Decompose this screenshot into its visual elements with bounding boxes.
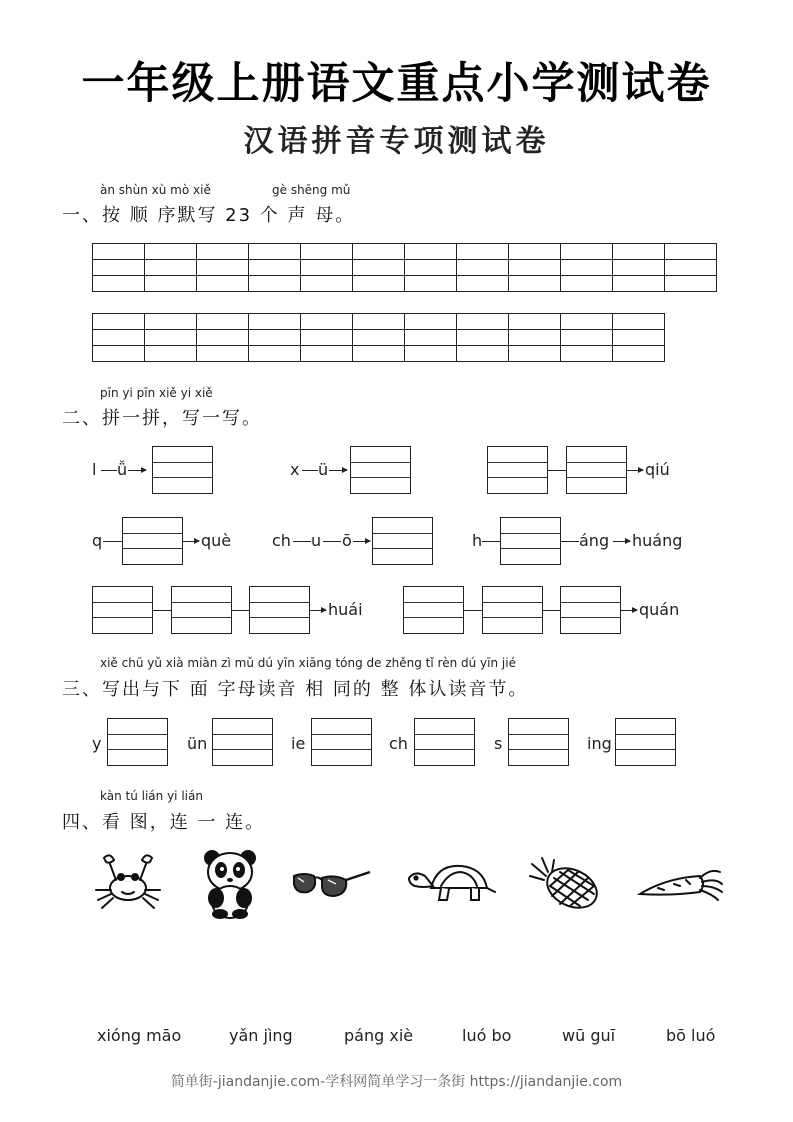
item-label: ch: [389, 734, 408, 753]
writing-box[interactable]: [249, 586, 310, 634]
label-q: q: [92, 531, 103, 550]
carrot-picture[interactable]: [636, 866, 724, 906]
item-label: s: [494, 734, 503, 753]
connector: [293, 541, 311, 542]
answer-pinyin[interactable]: yǎn jìng: [229, 1026, 293, 1045]
label-huang: huáng: [632, 531, 683, 550]
section3-pinyin: xiě chū yǔ xià miàn zì mǔ dú yīn xiāng tóng de zhěng tǐ rèn dú yīn jié: [100, 656, 516, 670]
label-huai: huái: [328, 600, 363, 619]
crab-picture[interactable]: [90, 850, 166, 914]
connector: [464, 610, 482, 611]
section1-pinyin-b: gè shēng mǔ: [272, 183, 351, 197]
item-label: ing: [587, 734, 612, 753]
arrow-icon: [310, 610, 326, 611]
item-label: y: [92, 734, 102, 753]
label-o: ō: [342, 531, 352, 550]
writing-box[interactable]: [350, 446, 411, 494]
answer-pinyin[interactable]: luó bo: [462, 1026, 512, 1045]
connector: [302, 470, 318, 471]
label-h: h: [472, 531, 483, 550]
label-qiu: qiú: [645, 460, 670, 479]
consonant-grid-row2[interactable]: [92, 313, 665, 362]
writing-box[interactable]: [403, 586, 464, 634]
writing-box[interactable]: [92, 586, 153, 634]
section4-pinyin: kàn tú lián yi lián: [100, 789, 203, 803]
writing-box[interactable]: [615, 718, 676, 766]
arrow-icon: [613, 541, 630, 542]
item-label: ie: [291, 734, 306, 753]
connector: [103, 541, 122, 542]
arrow-icon: [627, 470, 643, 471]
page-title: 一年级上册语文重点小学测试卷: [81, 59, 712, 109]
connector: [101, 470, 117, 471]
answer-pinyin[interactable]: páng xiè: [344, 1026, 414, 1045]
section2-heading: 二、拼一拼，写一写。: [62, 408, 262, 429]
writing-box[interactable]: [487, 446, 548, 494]
connector: [232, 610, 249, 611]
label-l: l: [92, 460, 97, 479]
writing-box[interactable]: [122, 517, 183, 565]
glasses-picture[interactable]: [290, 866, 372, 906]
answer-pinyin[interactable]: wū guī: [562, 1026, 616, 1045]
page-subtitle: 汉语拼音专项测试卷: [243, 124, 550, 159]
section3-heading: 三、写出与下 面 字母读音 相 同的 整 体认读音节。: [62, 679, 529, 700]
item-label: ün: [187, 734, 208, 753]
arrow-icon: [128, 470, 146, 471]
label-x: x: [290, 460, 300, 479]
label-u: u: [311, 531, 322, 550]
writing-box[interactable]: [152, 446, 213, 494]
section2-pinyin: pīn yi pīn xiě yi xiě: [100, 386, 213, 400]
writing-box[interactable]: [566, 446, 627, 494]
pineapple-picture[interactable]: [528, 856, 600, 910]
label-ch: ch: [272, 531, 291, 550]
label-u: ǚ: [117, 460, 128, 479]
writing-box[interactable]: [560, 586, 621, 634]
answer-pinyin[interactable]: xióng māo: [97, 1026, 182, 1045]
writing-box[interactable]: [508, 718, 569, 766]
connector: [482, 541, 500, 542]
arrow-icon: [329, 470, 347, 471]
label-que: què: [201, 531, 232, 550]
writing-box[interactable]: [311, 718, 372, 766]
footer-text: 简单街-jiandanjie.com-学科网简单学习一条街 https://jiandanjie.com: [170, 1074, 623, 1090]
turtle-picture[interactable]: [405, 858, 497, 906]
connector: [561, 541, 579, 542]
section1-heading: 一、按 顺 序默写 23 个 声 母。: [62, 205, 356, 226]
consonant-grid-row1[interactable]: [92, 243, 717, 292]
writing-box[interactable]: [372, 517, 433, 565]
section1-pinyin-a: àn shùn xù mò xiě: [100, 183, 211, 197]
label-u: ü: [318, 460, 329, 479]
section4-heading: 四、看 图，连 一 连。: [62, 812, 266, 833]
connector: [543, 610, 560, 611]
writing-box[interactable]: [212, 718, 273, 766]
writing-box[interactable]: [500, 517, 561, 565]
label-ang: áng: [579, 531, 610, 550]
connector: [153, 610, 171, 611]
writing-box[interactable]: [107, 718, 168, 766]
writing-box[interactable]: [171, 586, 232, 634]
arrow-icon: [183, 541, 199, 542]
answer-pinyin[interactable]: bō luó: [666, 1026, 716, 1045]
arrow-icon: [621, 610, 637, 611]
connector: [323, 541, 341, 542]
writing-box[interactable]: [414, 718, 475, 766]
connector: [548, 470, 566, 471]
arrow-icon: [353, 541, 370, 542]
label-quan: quán: [639, 600, 680, 619]
writing-box[interactable]: [482, 586, 543, 634]
panda-picture[interactable]: [200, 848, 260, 920]
